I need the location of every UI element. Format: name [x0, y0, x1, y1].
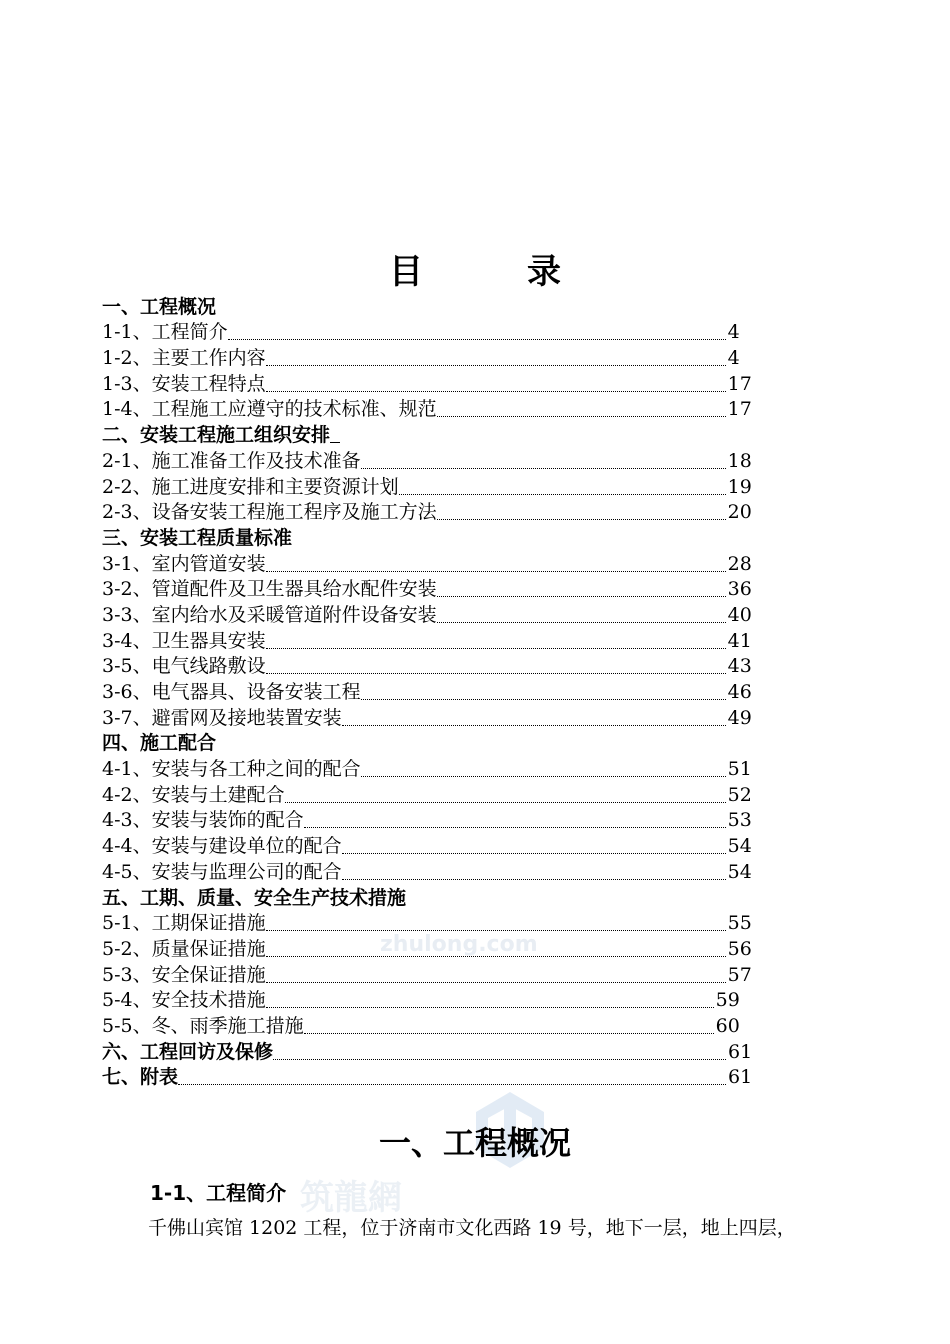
toc-page-number: 28 — [727, 552, 752, 575]
toc-leader — [273, 1057, 726, 1060]
body-paragraph: 千佛山宾馆 1202 工程，位于济南市文化西路 19 号，地下一层，地上四层， — [148, 1217, 796, 1239]
toc-label: 3-2、管道配件及卫生器具给水配件安装 — [102, 578, 437, 601]
toc-label: 三、安装工程质量标准 — [102, 526, 293, 549]
toc-label: 七、附表 — [102, 1066, 179, 1089]
toc-label: 2-3、设备安装工程施工程序及施工方法 — [102, 501, 437, 524]
toc-page-number: 60 — [715, 1014, 740, 1037]
toc-item[interactable] — [102, 986, 762, 1012]
toc-label: 五、工期、质量、安全生产技术措施 — [102, 886, 407, 909]
toc-label: 一、工程概况 — [102, 295, 217, 318]
toc-page-number: 57 — [727, 963, 752, 986]
toc-page-number: 51 — [727, 758, 752, 781]
toc-leader — [361, 697, 726, 700]
toc-page-number: 17 — [727, 372, 752, 395]
toc-underline — [330, 440, 340, 443]
toc-item[interactable] — [102, 600, 762, 626]
toc-label: 5-4、安全技术措施 — [102, 989, 266, 1012]
toc-item[interactable] — [102, 806, 762, 832]
toc-label: 1-1、工程简介 — [102, 321, 228, 344]
toc-item[interactable] — [102, 626, 762, 652]
toc-page-number: 49 — [727, 706, 752, 729]
toc-section[interactable] — [102, 523, 762, 549]
toc-section[interactable] — [102, 420, 762, 446]
toc-label: 3-1、室内管道安装 — [102, 552, 266, 575]
toc-item[interactable] — [102, 549, 762, 575]
toc-leader — [342, 723, 726, 726]
toc-item[interactable] — [102, 446, 762, 472]
toc-page-number: 53 — [727, 809, 752, 832]
toc-page-number: 61 — [728, 1040, 753, 1063]
toc-item[interactable] — [102, 395, 762, 421]
toc-leader — [266, 646, 726, 649]
toc-label: 4-4、安装与建设单位的配合 — [102, 835, 342, 858]
toc-item[interactable] — [102, 934, 762, 960]
toc-page-number: 52 — [727, 783, 752, 806]
toc-page-number: 59 — [715, 989, 740, 1012]
toc-leader — [342, 851, 726, 854]
toc-item[interactable] — [102, 318, 762, 344]
table-of-contents — [102, 292, 762, 1088]
toc-page-number: 4 — [727, 347, 740, 370]
toc-label: 四、施工配合 — [102, 732, 217, 755]
toc-page-number: 55 — [727, 912, 752, 935]
toc-leader — [437, 517, 726, 520]
toc-leader — [361, 466, 726, 469]
toc-page-number: 41 — [727, 629, 752, 652]
toc-item[interactable] — [102, 754, 762, 780]
toc-leader — [178, 1082, 726, 1085]
toc-page-number: 20 — [727, 501, 752, 524]
toc-title-char-1: 目 — [389, 252, 423, 292]
toc-item[interactable] — [102, 498, 762, 524]
toc-label: 5-2、质量保证措施 — [102, 937, 266, 960]
toc-label: 5-3、安全保证措施 — [102, 963, 266, 986]
toc-page-number: 36 — [727, 578, 752, 601]
toc-section[interactable] — [102, 292, 762, 318]
toc-leader — [266, 671, 726, 674]
toc-leader — [266, 363, 726, 366]
toc-label: 3-5、电气线路敷设 — [102, 655, 266, 678]
toc-item[interactable] — [102, 1011, 762, 1037]
toc-label: 4-3、安装与装饰的配合 — [102, 809, 304, 832]
toc-leader — [304, 825, 726, 828]
toc-leader — [266, 954, 726, 957]
toc-section[interactable] — [102, 729, 762, 755]
toc-leader — [266, 928, 726, 931]
toc-label: 3-7、避雷网及接地装置安装 — [102, 706, 342, 729]
toc-label: 4-2、安装与土建配合 — [102, 783, 285, 806]
toc-label: 1-2、主要工作内容 — [102, 347, 266, 370]
toc-leader — [266, 569, 726, 572]
watermark-brand: 筑龍網 — [300, 1178, 402, 1218]
toc-page-number: 4 — [727, 321, 740, 344]
toc-page-number: 54 — [727, 860, 752, 883]
toc-leader — [342, 877, 726, 880]
toc-leader — [437, 620, 726, 623]
watermark-text: zhulong.com — [380, 932, 538, 957]
toc-label: 4-5、安装与监理公司的配合 — [102, 860, 342, 883]
toc-title-char-2: 录 — [527, 252, 561, 292]
toc-label: 二、安装工程施工组织安排 — [102, 424, 331, 447]
toc-item[interactable] — [102, 575, 762, 601]
toc-page-number: 46 — [727, 681, 752, 703]
toc-item[interactable] — [102, 472, 762, 498]
toc-page-number: 43 — [727, 655, 752, 678]
toc-item[interactable] — [102, 652, 762, 678]
toc-item[interactable] — [102, 831, 762, 857]
toc-leader — [266, 1005, 714, 1008]
toc-label: 3-4、卫生器具安装 — [102, 629, 266, 652]
toc-label: 1-3、安装工程特点 — [102, 372, 266, 395]
toc-page-number: 17 — [727, 398, 752, 421]
toc-item[interactable] — [102, 960, 762, 986]
toc-leader — [304, 1031, 714, 1034]
toc-leader — [285, 800, 726, 803]
toc-leader — [399, 492, 726, 495]
toc-page-number: 18 — [727, 449, 752, 472]
toc-label: 3-3、室内给水及采暖管道附件设备安装 — [102, 603, 437, 626]
toc-leader — [437, 594, 726, 597]
toc-section[interactable] — [102, 1063, 762, 1089]
toc-leader — [228, 337, 726, 340]
toc-item[interactable] — [102, 857, 762, 883]
toc-label: 5-1、工期保证措施 — [102, 912, 266, 935]
toc-item[interactable] — [102, 677, 762, 703]
toc-leader — [266, 389, 726, 392]
subsection-heading: 1-1、工程简介 — [150, 1181, 287, 1205]
toc-item[interactable] — [102, 909, 762, 935]
toc-item[interactable] — [102, 343, 762, 369]
toc-label: 3-6、电气器具、设备安装工程 — [102, 681, 361, 703]
toc-title — [0, 244, 950, 293]
toc-item[interactable] — [102, 369, 762, 395]
toc-page-number: 56 — [727, 937, 752, 960]
toc-page-number: 19 — [727, 475, 752, 498]
toc-section[interactable] — [102, 1037, 762, 1063]
toc-label: 六、工程回访及保修 — [102, 1040, 274, 1063]
toc-page-number: 61 — [728, 1066, 753, 1089]
toc-item[interactable] — [102, 703, 762, 729]
section-heading: 一、工程概况 — [378, 1124, 571, 1162]
toc-section[interactable] — [102, 883, 762, 909]
toc-label: 1-4、工程施工应遵守的技术标准、规范 — [102, 398, 437, 421]
toc-leader — [361, 774, 726, 777]
toc-leader — [437, 414, 726, 417]
toc-label: 5-5、冬、雨季施工措施 — [102, 1014, 304, 1037]
toc-leader — [266, 980, 726, 983]
toc-label: 4-1、安装与各工种之间的配合 — [102, 758, 361, 781]
toc-page-number: 54 — [727, 835, 752, 858]
toc-page-number: 40 — [727, 603, 752, 626]
toc-label: 2-2、施工进度安排和主要资源计划 — [102, 475, 399, 498]
toc-item[interactable] — [102, 780, 762, 806]
toc-label: 2-1、施工准备工作及技术准备 — [102, 449, 361, 472]
